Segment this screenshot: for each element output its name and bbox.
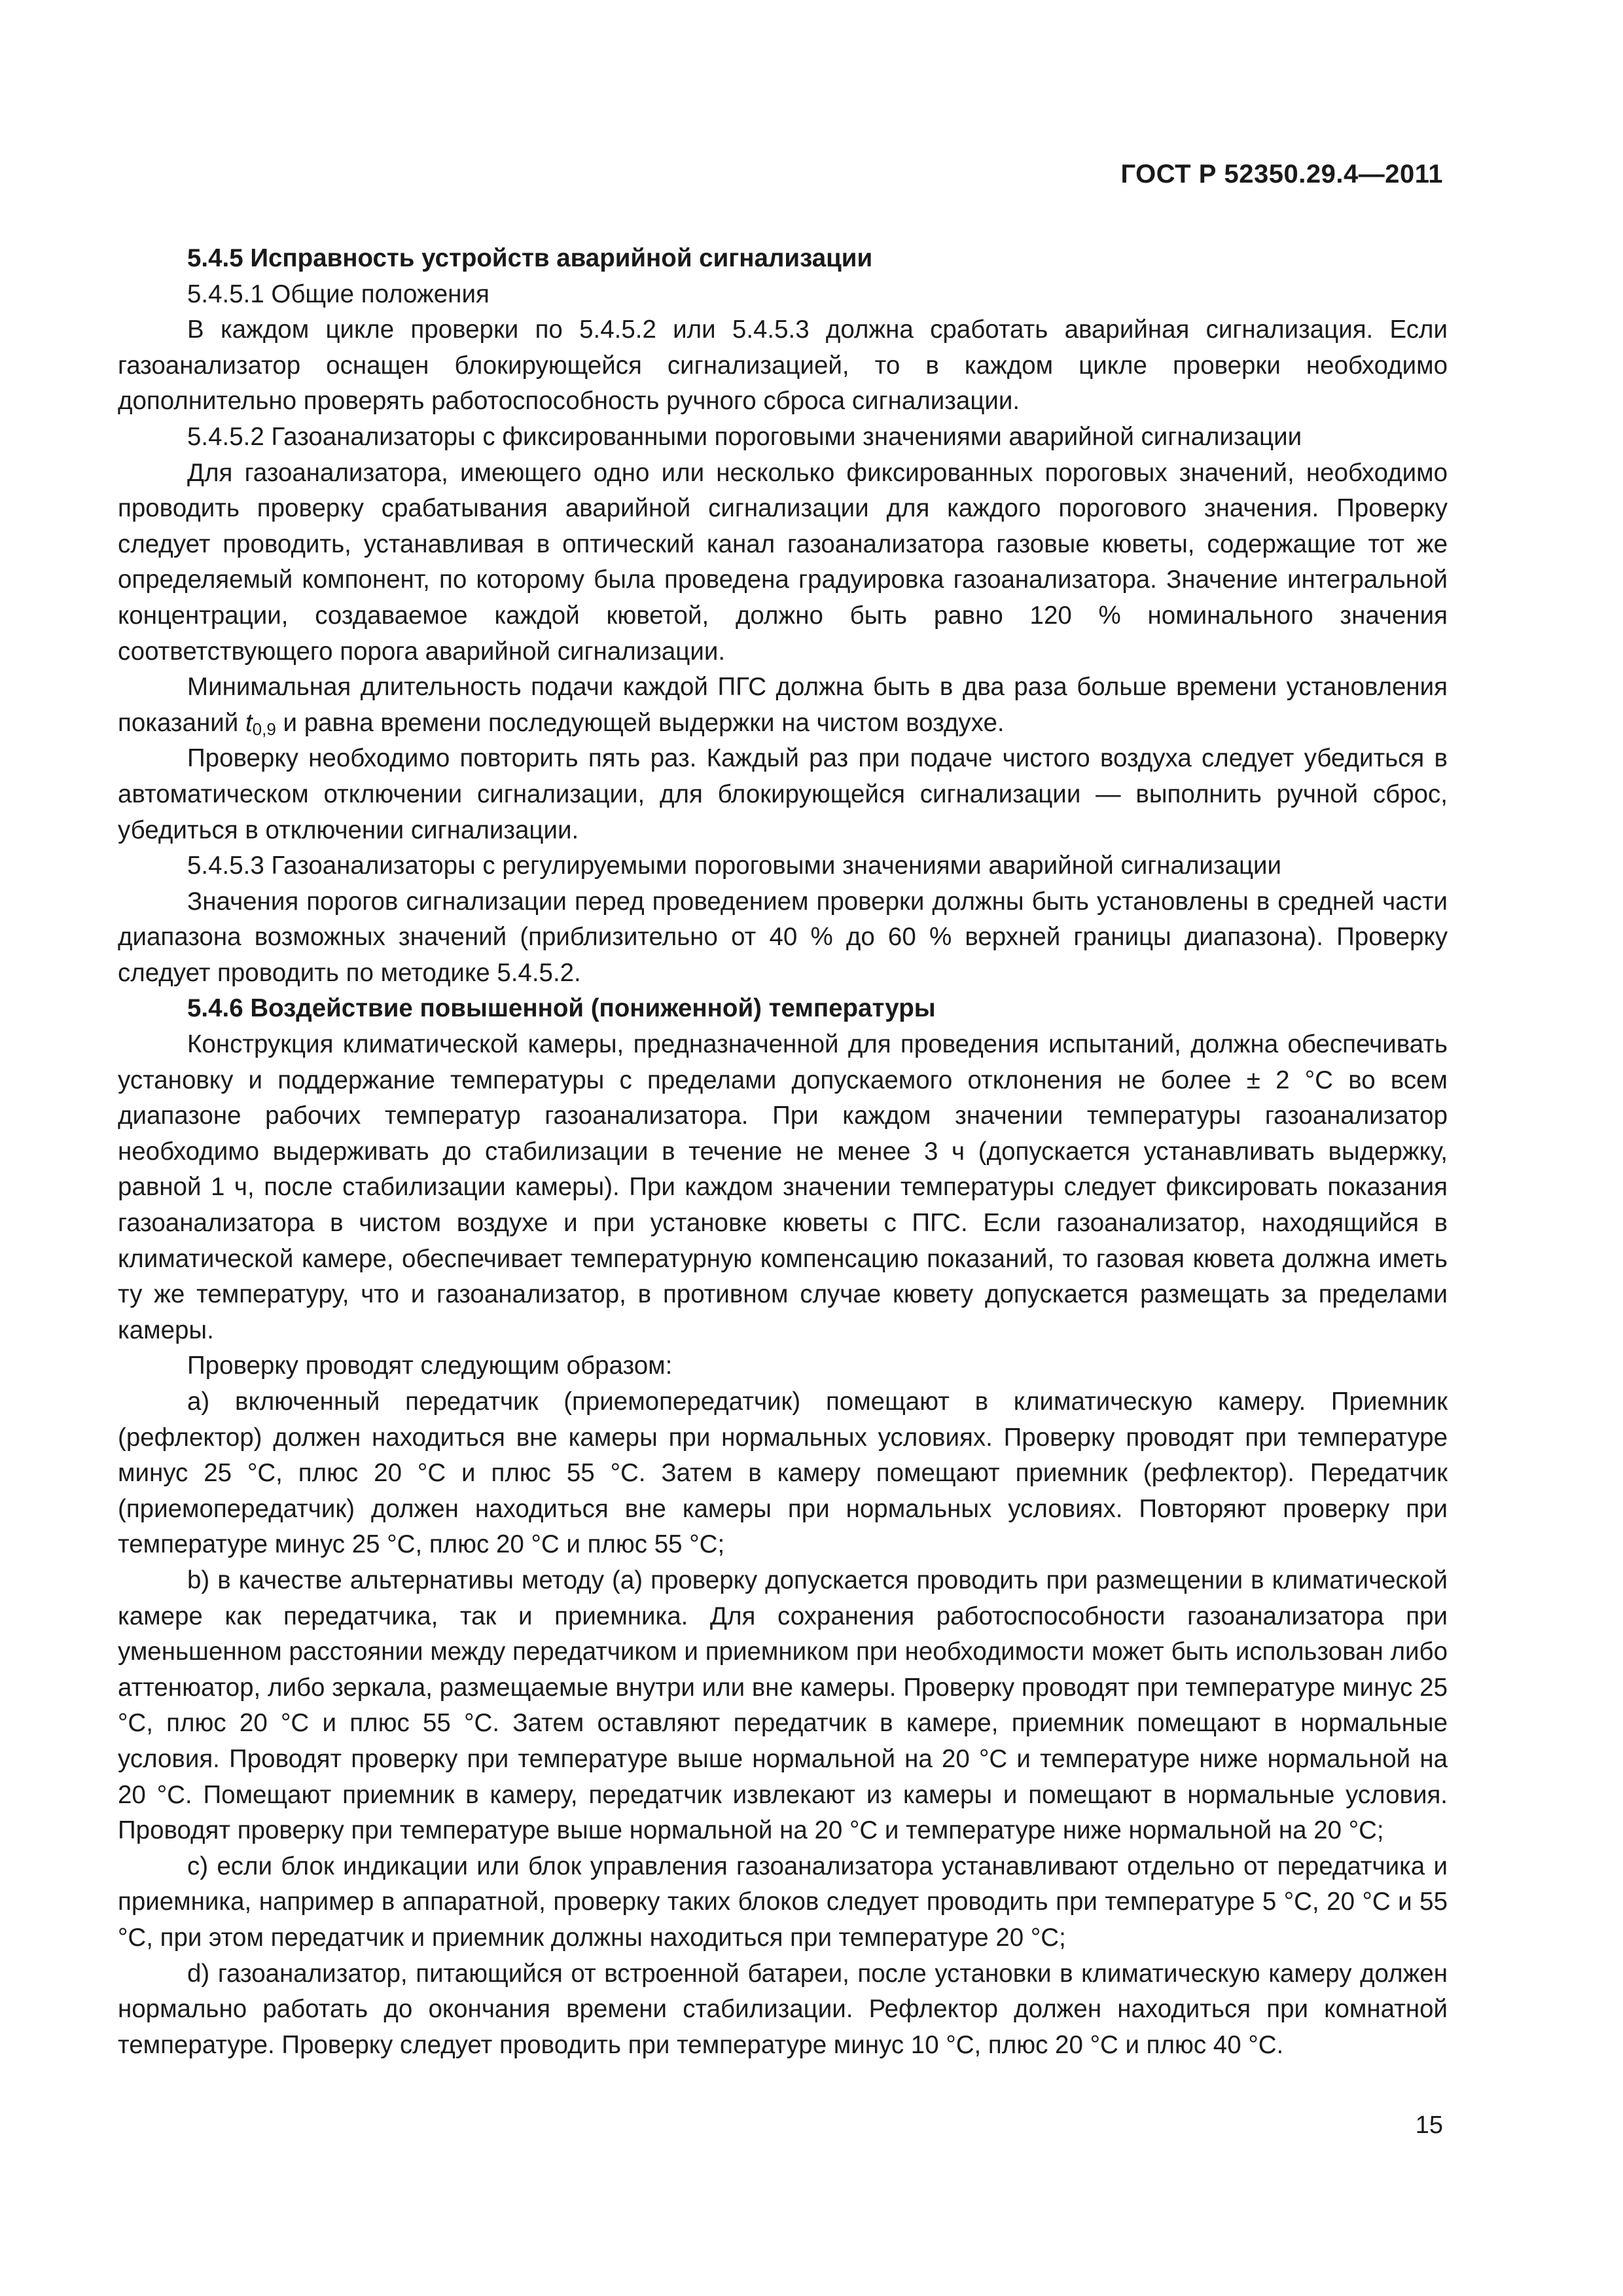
paragraph: Проверку проводят следующим образом: [187,1352,673,1380]
symbol-subscript: 0,9 [252,719,276,739]
paragraph: Для газоанализатора, имеющего одно или несколько фиксированных пороговых значений, необходимо проводить проверку срабатывания аварийной сигнализации для каждого порогового значения. Проверку следует проводить, устанавливая в оптический канал газоанализатора газовые кюветы, содержащие тот же определяемый компонент, по которому была проведена градуировка газоанализатора. Значение интегральной концентрации, создаваемое каждой кюветой, должно быть равно 120 % номинального значения соответствующего порога аварийной сигнализации. [118,458,1448,666]
paragraph-response-time [118,670,1448,741]
body-text [118,241,1448,2063]
paragraph: Конструкция климатической камеры, предназначенной для проведения испытаний, должна обеспечивать установку и поддержание температуры с пределами допускаемого отклонения не более ± 2 °С во всем диапазоне рабочих температур газоанализатора. При каждом значении температуры газоанализатор необходимо выдерживать до стабилизации в течение не менее 3 ч (допускается устанавливать выдержку, равной 1 ч, после стабилизации камеры). При каждом значении температуры следует фиксировать показания газоанализатора в чистом воздухе и при установке кюветы с ПГС. Если газоанализатор, находящийся в климатической камере, обеспечивает температурную компенсацию показаний, то газовая кювета должна иметь ту же температуру, что и газоанализатор, в противном случае кювету допускается размещать за пределами камеры. [118,1030,1448,1344]
list-item-c: c) если блок индикации или блок управления газоанализатора устанавливают отдельно от передатчика и приемника, например в аппаратной, проверку таких блоков следует проводить при температуре 5 °С, 20 °С и 55 °С, при этом передатчик и приемник должны находиться при температуре 20 °С; [118,1852,1448,1952]
section-heading-5-4-6: 5.4.6 Воздействие повышенной (пониженной) температуры [187,994,936,1023]
page-number: 15 [1415,2111,1443,2139]
paragraph-text-part: Минимальная длительность подачи каждой ПГС должна быть в два раза больше времени установления показаний [118,673,1448,737]
section-heading-5-4-5: 5.4.5 Исправность устройств аварийной сигнализации [187,244,873,272]
subsection-title-5-4-5-1: 5.4.5.1 Общие положения [187,279,490,308]
paragraph-text-part: и равна времени последующей выдержки на чистом воздухе. [276,708,1005,737]
subsection-title-5-4-5-2: 5.4.5.2 Газоанализаторы с фиксированными пороговыми значениями аварийной сигнализации [187,422,1302,451]
document-code: ГОСТ Р 52350.29.4—2011 [1120,160,1443,188]
list-item-b: b) в качестве альтернативы методу (а) проверку допускается проводить при размещении в климатической камере как передатчика, так и приемника. Для сохранения работоспособности газоанализатора при уменьшенном расстоянии между передатчиком и приемником при необходимости может быть использован либо аттенюатор, либо зеркала, размещаемые внутри или вне камеры. Проверку проводят при температуре минус 25 °С, плюс 20 °С и плюс 55 °С. Затем оставляют передатчик в камере, приемник помещают в нормальные условия. Проводят проверку при температуре выше нормальной на 20 °С и температуре ниже нормальной на 20 °С. Помещают приемник в камеру, передатчик извлекают из камеры и помещают в нормальные условия. Проводят проверку при температуре выше нормальной на 20 °С и температуре ниже нормальной на 20 °С; [118,1566,1448,1845]
list-item-d: d) газоанализатор, питающийся от встроенной батареи, после установки в климатическую камеру должен нормально работать до окончания времени стабилизации. Рефлектор должен находиться при комнатной температуре. Проверку следует проводить при температуре минус 10 °С, плюс 20 °С и плюс 40 °С. [118,1959,1448,2059]
paragraph: Значения порогов сигнализации перед проведением проверки должны быть установлены в средней части диапазона возможных значений (приблизительно от 40 % до 60 % верхней границы диапазона). Проверку следует проводить по методике 5.4.5.2. [118,887,1448,987]
subsection-title-5-4-5-3: 5.4.5.3 Газоанализаторы с регулируемыми пороговыми значениями аварийной сигнализации [187,852,1282,880]
paragraph: В каждом цикле проверки по 5.4.5.2 или 5.4.5.3 должна сработать аварийная сигнализация. Если газоанализатор оснащен блокирующейся сигнализацией, то в каждом цикле проверки необходимо дополнительно проверять работоспособность ручного сброса сигнализации. [118,315,1448,416]
list-item-a: a) включенный передатчик (приемопередатчик) помещают в климатическую камеру. Приемник (рефлектор) должен находиться вне камеры при нормальных условиях. Проверку проводят при температуре минус 25 °С, плюс 20 °С и плюс 55 °С. Затем в камеру помещают приемник (рефлектор). Передатчик (приемопередатчик) должен находиться вне камеры при нормальных условиях. Повторяют проверку при температуре минус 25 °С, плюс 20 °С и плюс 55 °С; [118,1388,1448,1559]
paragraph: Проверку необходимо повторить пять раз. Каждый раз при подаче чистого воздуха следует убедиться в автоматическом отключении сигнализации, для блокирующейся сигнализации — выполнить ручной сброс, убедиться в отключении сигнализации. [118,744,1448,844]
symbol-t: t [245,708,253,737]
